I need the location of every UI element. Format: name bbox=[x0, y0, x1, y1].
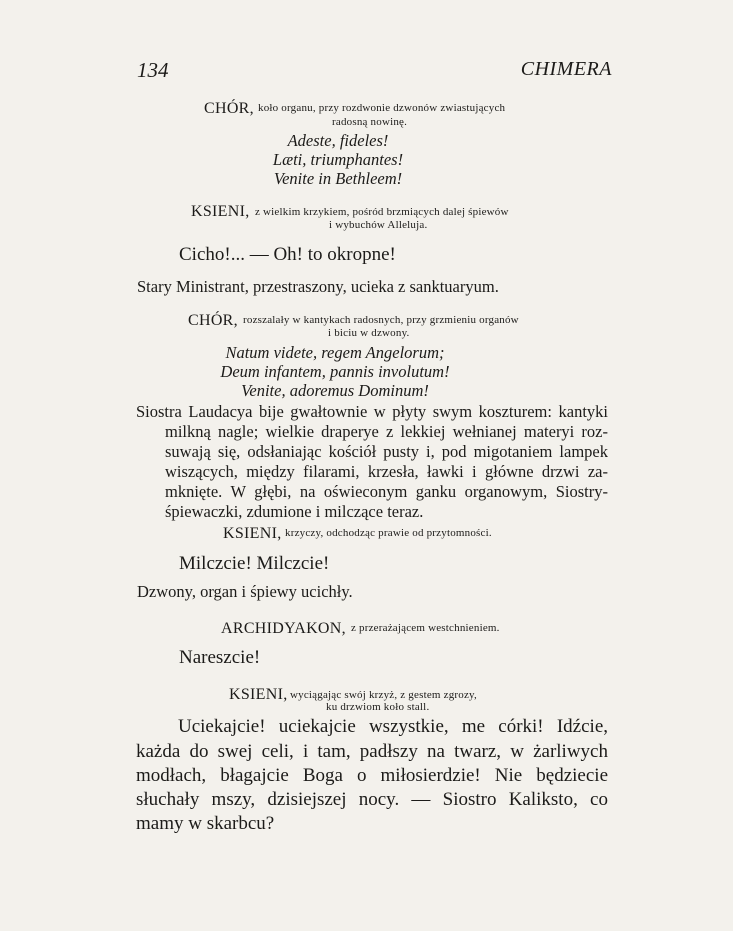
speech-paragraph-line: mamy w skarbcu? bbox=[136, 813, 275, 834]
stage-direction: i biciu w dzwony. bbox=[328, 327, 410, 339]
song-line: Læti, triumphantes! bbox=[272, 150, 404, 169]
song-line: Adeste, fideles! bbox=[287, 131, 389, 150]
stage-paragraph-line: wiszących, między filarami, krzesła, ławki i główne drzwi za- bbox=[165, 462, 608, 481]
speaker-chor: CHÓR, bbox=[188, 312, 238, 329]
speaker-ksieni: KSIENI, bbox=[191, 203, 250, 220]
speech-line: Cicho!... — Oh! to okropne! bbox=[179, 244, 396, 265]
speaker-ksieni: KSIENI, bbox=[229, 686, 288, 703]
stage-paragraph-line: mknięte. W głębi, na oświeconym ganku organowym, Siostry- bbox=[165, 482, 608, 501]
stage-direction: i wybuchów Alleluja. bbox=[329, 219, 428, 231]
speech-line: Nareszcie! bbox=[179, 647, 261, 668]
song-line: Venite, adoremus Dominum! bbox=[241, 381, 429, 400]
speech-paragraph-line: modłach, błagajcie Boga o miłosierdzie! Nie będziecie bbox=[136, 765, 608, 786]
stage-direction: wyciągając swój krzyż, z gestem zgrozy, bbox=[290, 689, 477, 701]
running-title: CHIMERA bbox=[520, 58, 612, 80]
song-line: Venite in Bethleem! bbox=[273, 169, 403, 188]
speaker-chor: CHÓR, bbox=[204, 100, 254, 117]
stage-direction: ku drzwiom koło stall. bbox=[326, 701, 430, 713]
speech-paragraph-line: każda do swej celi, i tam, padłszy na twarz, w żarliwych bbox=[136, 741, 608, 762]
speaker-ksieni: KSIENI, bbox=[223, 525, 282, 542]
stage-direction: rozszalały w kantykach radosnych, przy grzmieniu organów bbox=[243, 314, 519, 326]
speech-paragraph-line: słuchały mszy, dzisiejszej nocy. — Siostro Kaliksto, co bbox=[136, 789, 608, 810]
song-line: Deum infantem, pannis involutum! bbox=[220, 362, 450, 381]
song-line: Natum videte, regem Angelorum; bbox=[225, 343, 445, 362]
page-number: 134 bbox=[137, 58, 169, 82]
speaker-archidyakon: ARCHIDYAKON, bbox=[221, 620, 346, 637]
stage-direction: radosną nowinę. bbox=[332, 116, 408, 128]
stage-direction-line: Dzwony, organ i śpiewy ucichły. bbox=[137, 582, 353, 601]
stage-direction: z wielkim krzykiem, pośród brzmiących dalej śpiewów bbox=[255, 206, 509, 218]
stage-paragraph-line: śpiewaczki, zdumione i milczące teraz. bbox=[165, 502, 424, 521]
speech-paragraph-line: Uciekajcie! uciekajcie wszystkie, me córki! Idźcie, bbox=[178, 716, 608, 737]
stage-direction: z przerażającem westchnieniem. bbox=[351, 622, 500, 634]
stage-paragraph-line: Siostra Laudacya bije gwałtownie w płyty swym koszturem: kantyki bbox=[136, 402, 608, 421]
stage-paragraph-line: suwają się, odsłaniając kościół pusty i, pod migotaniem lampek bbox=[165, 442, 608, 461]
stage-paragraph-line: milkną nagle; wielkie draperye z lekkiej wełnianej materyi roz- bbox=[165, 422, 608, 441]
speech-line: Milczcie! Milczcie! bbox=[179, 553, 330, 574]
stage-direction-line: Stary Ministrant, przestraszony, ucieka z sanktuaryum. bbox=[137, 277, 499, 296]
stage-direction: koło organu, przy rozdwonie dzwonów zwiastujących bbox=[258, 102, 506, 114]
stage-direction: krzyczy, odchodząc prawie od przytomności. bbox=[285, 527, 492, 539]
